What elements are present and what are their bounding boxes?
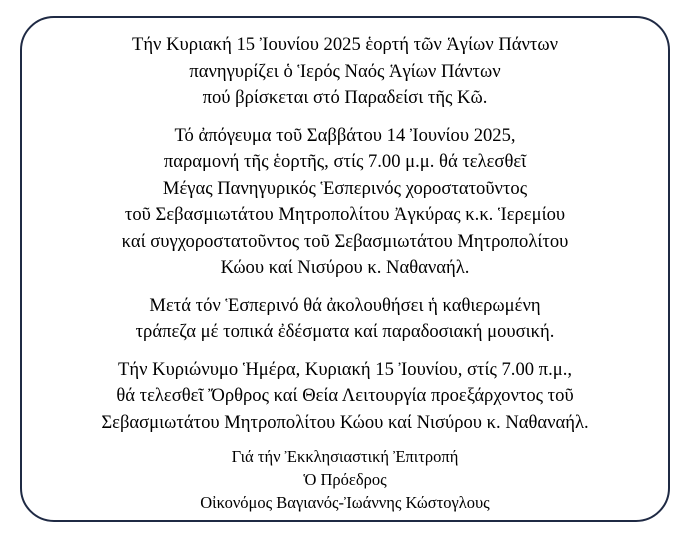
signature-title: Ὁ Πρόεδρος — [303, 470, 387, 489]
paragraph-liturgy — [20, 357, 670, 437]
text-line: πού βρίσκεται στό Παραδείσι τῆς Κῶ. — [202, 87, 488, 108]
signature-block — [20, 445, 670, 514]
text-line: θά τελεσθεῖ Ὄρθρος καί Θεία Λειτουργία προεξάρχοντος τοῦ — [116, 385, 574, 406]
paragraph-vespers — [20, 123, 670, 282]
text-line: τοῦ Σεβασμιωτάτου Μητροπολίτου Ἀγκύρας κ.κ. Ἱερεμίου — [124, 204, 566, 225]
text-line: Μέγας Πανηγυρικός Ἑσπερινός χοροστατοῦντος — [162, 177, 528, 199]
text-line: Κώου καί Νισύρου κ. Ναθαναήλ. — [220, 257, 470, 278]
text-line: Σεβασμιωτάτου Μητροπολίτου Κώου καί Νισύρου κ. Ναθαναήλ. — [101, 411, 589, 433]
text-line: παραμονή τῆς ἑορτῆς, στίς 7.00 μ.μ. θά τελεσθεῖ — [163, 151, 527, 172]
text-line: καί συγχοροστατοῦντος τοῦ Σεβασμιωτάτου Μητροπολίτου — [121, 230, 569, 252]
paragraph-feast-announcement — [20, 16, 670, 112]
signature-name: Οἰκονόμος Βαγιανός-Ἰωάννης Κώστογλους — [200, 493, 490, 512]
text-line: Μετά τόν Ἑσπερινό θά ἀκολουθήσει ἡ καθιερωμένη — [149, 294, 541, 316]
text-line: Τήν Κυριακή 15 Ἰουνίου 2025 ἑορτή τῶν Ἁγίων Πάντων — [131, 34, 559, 55]
signature-committee: Γιά τήν Ἐκκλησιαστική Ἐπιτροπή — [231, 447, 459, 466]
text-line: πανηγυρίζει ὁ Ἱερός Ναός Ἁγίων Πάντων — [189, 60, 501, 82]
announcement-content — [20, 16, 670, 514]
paragraph-dinner — [20, 293, 670, 346]
text-line: τράπεζα μέ τοπικά ἐδέσματα καί παραδοσιακή μουσική. — [135, 321, 555, 342]
text-line: Τήν Κυριώνυμο Ἡμέρα, Κυριακή 15 Ἰουνίου, στίς 7.00 π.μ., — [118, 358, 572, 380]
text-line: Τό ἀπόγευμα τοῦ Σαββάτου 14 Ἰουνίου 2025, — [174, 124, 516, 146]
